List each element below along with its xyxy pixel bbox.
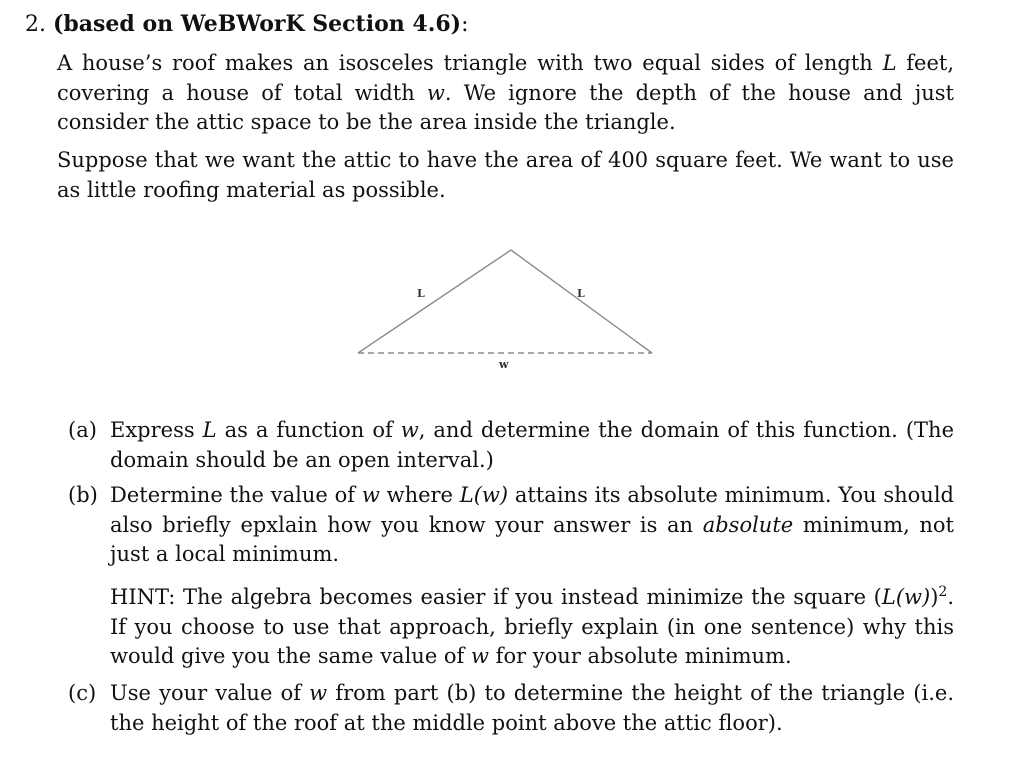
math-w: w [309, 681, 328, 705]
math-w: w [400, 418, 419, 442]
part-a-text-1: Express [110, 418, 203, 442]
part-c-text [110, 679, 954, 738]
hint-exponent: 2 [938, 584, 948, 600]
hint-text-3: . If you choose to use that approach, briefly explain (in one sentence) why this would give you the same value of [110, 585, 954, 668]
problem-heading [25, 9, 469, 40]
emphasis-absolute: absolute [702, 512, 794, 537]
part-b-marker: (b) [68, 483, 98, 507]
math-L: L [882, 51, 897, 75]
problem-description [57, 49, 954, 138]
triangle-right-side [511, 250, 652, 353]
part-b-text-1: Determine the value of [110, 483, 362, 507]
problem-constraint: Suppose that we want the attic to have the area of 400 square feet. We want to use as little roofing material as possible. [57, 148, 954, 202]
roof-triangle-figure [355, 245, 655, 375]
heading-colon: : [461, 12, 469, 37]
problem-number: 2. [25, 12, 46, 37]
desc-text-3: . We ignore the depth of the house and just consider the attic space to be the area inside the triangle. [57, 80, 954, 134]
triangle-diagram [355, 245, 655, 375]
part-a [68, 416, 954, 475]
part-c [68, 679, 954, 738]
hint-text-2: ) [930, 585, 939, 609]
math-w: w [361, 483, 380, 507]
hint-text-4: for your absolute minimum. [489, 644, 792, 668]
part-b-text [110, 481, 954, 570]
label-right-L: L [577, 287, 585, 300]
hint-text-1: HINT: The algebra becomes easier if you instead minimize the square ( [110, 585, 882, 609]
math-L: L [202, 418, 217, 442]
label-base-w: w [499, 358, 509, 371]
hint-paragraph [110, 583, 954, 672]
part-c-marker: (c) [68, 681, 97, 705]
part-a-text-3: , and determine the domain of this function. (The domain should be an open interval.) [110, 418, 954, 472]
part-b-text-3: attains its absolute minimum. You should also briefly epxlain how you know your answer is an [110, 483, 954, 537]
math-L-of-w: L(w) [881, 585, 931, 609]
desc-text-2: feet, covering a house of total width [57, 51, 955, 105]
part-c-text-1: Use your value of [110, 681, 310, 705]
part-a-marker: (a) [68, 418, 97, 442]
part-a-text-2: as a function of [216, 418, 401, 442]
problem-title: (based on WeBWorK Section 4.6) [53, 11, 462, 37]
triangle-left-side [358, 250, 511, 353]
part-c-text-2: from part (b) to determine the height of the triangle (i.e. the height of the roof at the middle point above the attic floor). [110, 681, 954, 735]
part-b [68, 481, 954, 570]
math-w: w [426, 80, 445, 105]
part-a-text [110, 416, 954, 475]
desc-text-1: A house’s roof makes an isosceles triangle with two equal sides of length [57, 51, 883, 75]
part-b-text-2: where [379, 483, 460, 507]
label-left-L: L [417, 287, 425, 300]
math-w: w [471, 644, 489, 668]
math-L-of-w: L(w) [459, 483, 509, 507]
part-b-text-4: minimum, not just a local minimum. [110, 512, 954, 566]
